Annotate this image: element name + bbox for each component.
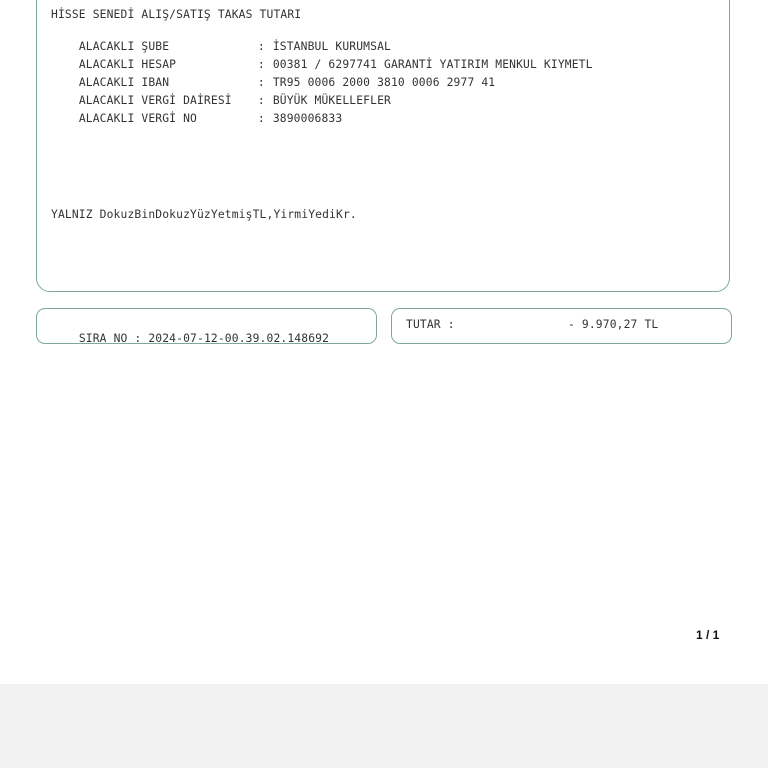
amount-label: TUTAR : xyxy=(406,318,455,331)
field-label: ALACAKLI ŞUBE xyxy=(78,40,170,53)
field-value: BÜYÜK MÜKELLEFLER xyxy=(272,94,391,107)
viewer-background xyxy=(0,684,768,768)
field-label: ALACAKLI IBAN xyxy=(78,76,170,89)
field-separator: : xyxy=(257,94,265,107)
field-label: ALACAKLI HESAP xyxy=(78,58,177,71)
amount-in-words: YALNIZ DokuzBinDokuzYüzYetmişTL,YirmiYediKr. xyxy=(51,208,357,221)
field-label: ALACAKLI VERGİ DAİRESİ xyxy=(78,94,232,107)
field-value: 3890006833 xyxy=(272,112,343,125)
field-row-vergi-no xyxy=(51,98,342,140)
sequence-value: 2024-07-12-00.39.02.148692 xyxy=(148,332,330,345)
amount-value: - 9.970,27 TL xyxy=(568,318,659,331)
sequence-number xyxy=(51,318,329,360)
field-separator: : xyxy=(257,58,265,71)
field-value: TR95 0006 2000 3810 0006 2977 41 xyxy=(272,76,496,89)
field-separator: : xyxy=(257,76,265,89)
field-value: 00381 / 6297741 GARANTİ YATIRIM MENKUL KIYMETL xyxy=(272,58,593,71)
document-heading: HİSSE SENEDİ ALIŞ/SATIŞ TAKAS TUTARI xyxy=(51,8,302,21)
field-label: ALACAKLI VERGİ NO xyxy=(78,112,197,125)
page-number: 1 / 1 xyxy=(696,628,720,642)
field-value: İSTANBUL KURUMSAL xyxy=(272,40,391,53)
field-separator: : xyxy=(257,112,265,125)
sequence-label: SIRA NO : xyxy=(78,332,142,345)
field-separator: : xyxy=(257,40,265,53)
